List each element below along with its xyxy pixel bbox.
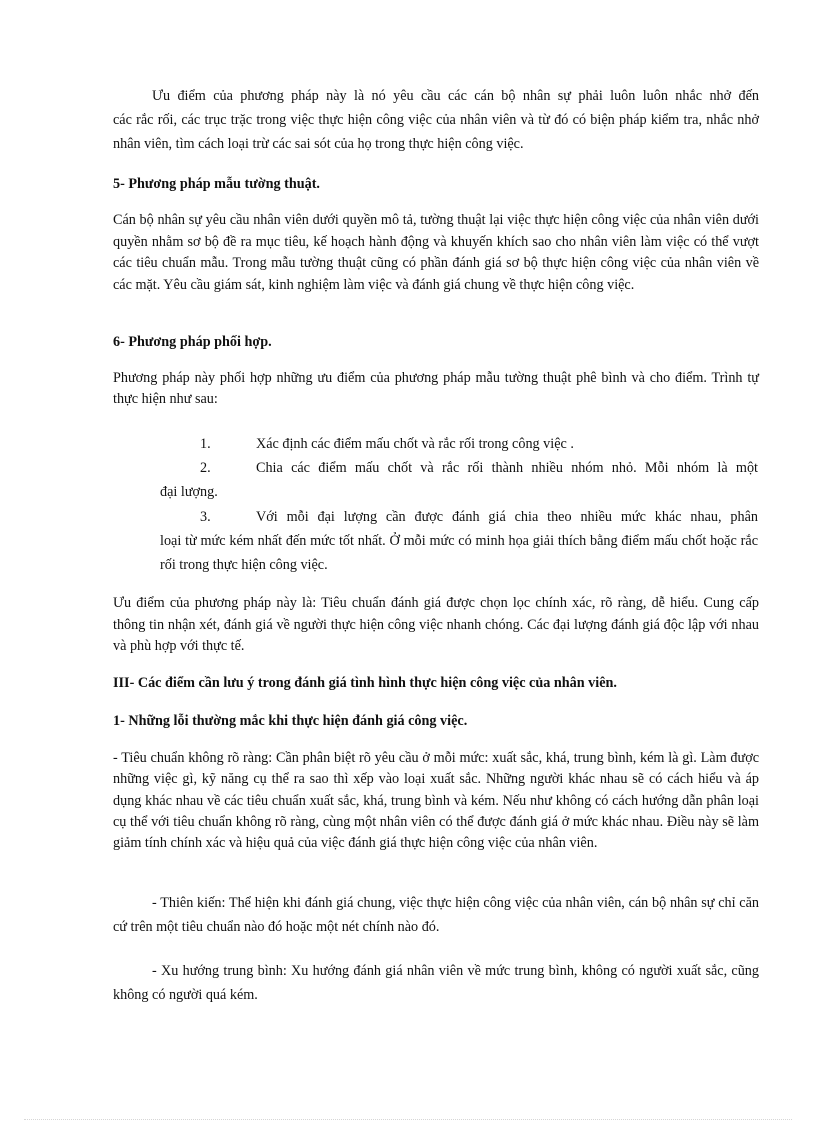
page-bottom-rule (24, 1119, 792, 1120)
list-item-1 (160, 432, 758, 456)
paragraph-combined-method: Phương pháp này phối hợp những ưu điểm của phương pháp mẫu tường thuật phê bình và cho điểm. Trình tự thực hiện như sau: (113, 370, 759, 407)
list-item-2 (160, 456, 758, 504)
list-text-first: Chia các điểm mấu chốt và rắc rối thành nhiều nhóm nhỏ. Mỗi nhóm là một (256, 460, 758, 476)
paragraph-narrative-method: Cán bộ nhân sự yêu cầu nhân viên dưới quyền mô tả, tường thuật lại việc thực hiện công việc của nhân viên dưới quyền nhằm sơ bộ đề ra mục tiêu, kế hoạch hành động và khuyến khích sao cho nhân viên làm việc có thể vượt các tiêu chuẩn mẫu. Trong mẫu tường thuật cũng có phần đánh giá sơ bộ thực hiện công việc của nhân viên về các mặt. Yêu cầu giám sát, kinh nghiệm làm việc và đánh giá chung về thực hiện công việc. (113, 212, 759, 293)
paragraph-central-tendency: - Xu hướng trung bình: Xu hướng đánh giá nhân viên về mức trung bình, không có người xuất sắc, cũng không có người quá kém. (113, 963, 759, 1003)
paragraph-rest: các rắc rối, các trục trặc trong việc thực hiện công việc của nhân viên và từ đó có biện pháp kiểm tra, nhắc nhở nhân viên, tìm cách loại trừ các sai sót của họ trong thực hiện công việc. (113, 112, 759, 152)
list-number: 2. (200, 460, 211, 476)
heading-common-errors: 1- Những lỗi thường mắc khi thực hiện đánh giá công việc. (113, 713, 468, 729)
list-text: Xác định các điểm mấu chốt và rắc rối trong công việc . (256, 436, 574, 452)
list-number: 1. (200, 436, 211, 452)
heading-section-5: 5- Phương pháp mẫu tường thuật. (113, 176, 320, 192)
list-text-rest: đại lượng. (160, 484, 218, 500)
paragraph-advantages-intro (113, 84, 759, 156)
list-text-rest: loại từ mức kém nhất đến mức tốt nhất. Ở mỗi mức có minh họa giải thích bằng điểm mấu chốt hoặc rắc rối trong thực hiện công việc. (160, 533, 758, 573)
paragraph-combined-advantages: Ưu điểm của phương pháp này là: Tiêu chuẩn đánh giá được chọn lọc chính xác, rõ ràng, dễ hiểu. Cung cấp thông tin nhận xét, đánh giá về người thực hiện công việc nhanh chóng. Các đại lượng đánh giá độc lập với nhau và phù hợp với thực tế. (113, 595, 759, 654)
list-number: 3. (200, 509, 211, 525)
paragraph-bias: - Thiên kiến: Thể hiện khi đánh giá chung, việc thực hiện công việc của nhân viên, cán bộ nhân sự chỉ căn cứ trên một tiêu chuẩn nào đó hoặc một nét chính nào đó. (113, 895, 759, 935)
heading-section-iii: III- Các điểm cần lưu ý trong đánh giá tình hình thực hiện công việc của nhân viên. (113, 675, 617, 691)
paragraph-first-line: Ưu điểm của phương pháp này là nó yêu cầu các cán bộ nhân sự phải luôn luôn nhắc nhở đến (152, 88, 759, 104)
paragraph-unclear-standards: - Tiêu chuẩn không rõ ràng: Cần phân biệt rõ yêu cầu ở mỗi mức: xuất sắc, khá, trung bình, kém là gì. Làm được những việc gì, kỹ năng cụ thể ra sao thì xếp vào loại xuất sắc. Những người khác nhau sẽ có cách hiểu và áp dụng khác nhau về các tiêu chuẩn xuất sắc, khá, trung bình và kém. Nếu như không có cách hướng dẫn phân loại cụ thể với tiêu chuẩn không rõ ràng, cùng một nhân viên có thể được đánh giá ở mức khác nhau. Điều này sẽ làm giảm tính chính xác và hiệu quả của việc đánh giá thực hiện công việc của nhân viên. (113, 750, 759, 852)
list-text-first: Với mỗi đại lượng cần được đánh giá chia theo nhiều mức khác nhau, phân (256, 509, 758, 525)
list-item-3 (160, 505, 758, 577)
heading-section-6: 6- Phương pháp phối hợp. (113, 334, 272, 350)
